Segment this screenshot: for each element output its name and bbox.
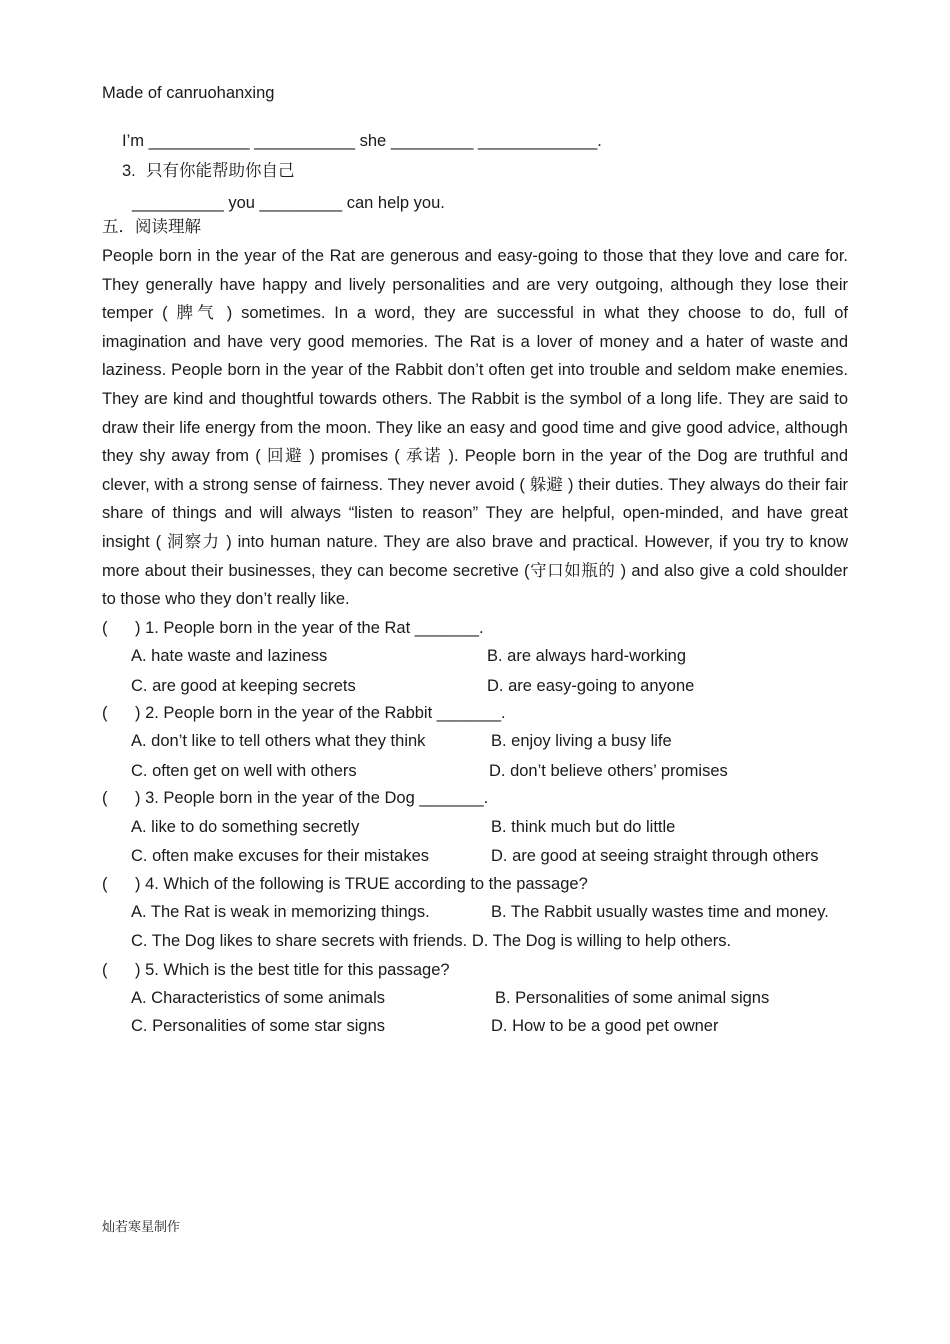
question-5-option-d: D. How to be a good pet owner bbox=[491, 1017, 719, 1035]
exercise-item-3-chinese: 只有你能帮助你自己 bbox=[146, 161, 295, 180]
question-3-stem: ( ) 3. People born in the year of the Dog _______. bbox=[102, 789, 489, 807]
exercise-item-3-number: 3. bbox=[122, 162, 136, 180]
question-5-option-b: B. Personalities of some animal signs bbox=[495, 989, 770, 1007]
section-5-title: 五．阅读理解 bbox=[102, 217, 201, 236]
question-2-option-a: A. don’t like to tell others what they think bbox=[131, 732, 426, 750]
question-4-stem: ( ) 4. Which of the following is TRUE according to the passage? bbox=[102, 875, 588, 893]
question-1-option-b: B. are always hard-working bbox=[487, 647, 686, 665]
question-3-option-b: B. think much but do little bbox=[491, 818, 676, 836]
question-2-option-c: C. often get on well with others bbox=[131, 762, 357, 780]
question-5-stem: ( ) 5. Which is the best title for this passage? bbox=[102, 961, 450, 979]
question-5-option-a: A. Characteristics of some animals bbox=[131, 989, 386, 1007]
footer-credit: 灿若寒星制作 bbox=[102, 1220, 181, 1235]
question-2-option-b: B. enjoy living a busy life bbox=[491, 732, 672, 750]
question-1-stem: ( ) 1. People born in the year of the Rat _______. bbox=[102, 619, 484, 637]
reading-passage: People born in the year of the Rat are generous and easy-going to those that they love and care for. They generally have happy and lively personalities and are very outgoing, although they lose their temper ( 脾气 ) sometimes. In a word, they are successful in what they choose to do, full of imagination and have very good memories. The Rat is a lover of money and a hater of waste and laziness. People born in the year of the Rabbit don’t often get into trouble and seldom make enemies. They are kind and thoughtful towards others. The Rabbit is the symbol of a long life. They are said to draw their life energy from the moon. They like an easy and good time and give good advice, although they shy away from ( 回避 ) promises ( 承诺 ). People born in the year of the Dog are truthful and clever, with a strong sense of fairness. They never avoid ( 躲避 ) their duties. They always do their fair share of things and will always “listen to reason” They are helpful, open-minded, and have great insight ( 洞察力 ) into human nature. They are also brave and practical. However, if you try to know more about their businesses, they can become secretive (守口如瓶的 ) and also give a cold shoulder to those who they don’t really like. bbox=[102, 247, 848, 609]
question-4-option-b: B. The Rabbit usually wastes time and money. bbox=[491, 903, 829, 921]
question-3-option-a: A. like to do something secretly bbox=[131, 818, 360, 836]
question-2-stem: ( ) 2. People born in the year of the Rabbit _______. bbox=[102, 704, 506, 722]
question-1-option-c: C. are good at keeping secrets bbox=[131, 677, 356, 695]
exercise-item-3-english: __________ you _________ can help you. bbox=[132, 194, 445, 212]
question-2-option-d: D. don’t believe others’ promises bbox=[489, 762, 728, 780]
question-1-option-a: A. hate waste and laziness bbox=[131, 647, 328, 665]
made-of-header: Made of canruohanxing bbox=[102, 84, 275, 102]
question-5-option-c: C. Personalities of some star signs bbox=[131, 1017, 386, 1035]
exercise-line-1: I’m ___________ ___________ she _________ _____________. bbox=[122, 132, 602, 150]
question-4-option-a: A. The Rat is weak in memorizing things. bbox=[131, 903, 430, 921]
question-3-option-c: C. often make excuses for their mistakes bbox=[131, 847, 430, 865]
question-3-option-d: D. are good at seeing straight through others bbox=[491, 847, 819, 865]
question-1-option-d: D. are easy-going to anyone bbox=[487, 677, 695, 695]
question-4-options-c-d: C. The Dog likes to share secrets with friends. D. The Dog is willing to help others. bbox=[131, 932, 732, 950]
